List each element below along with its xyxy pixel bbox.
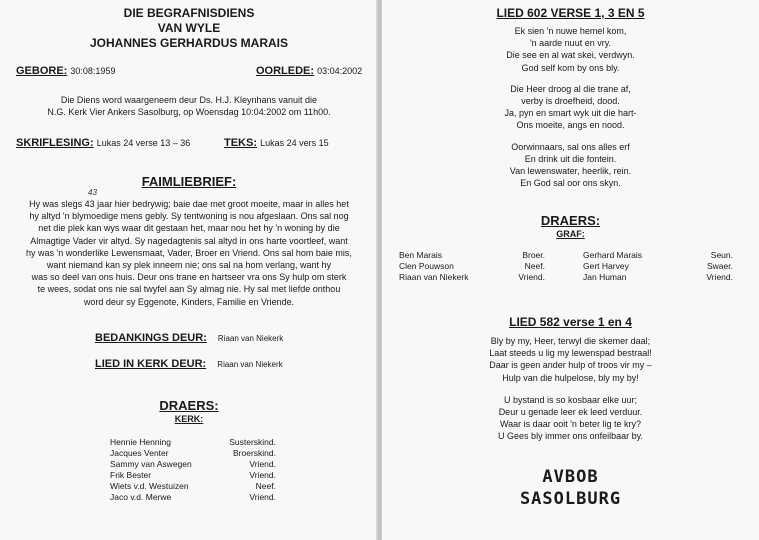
birth-date (16, 65, 115, 77)
birth-label: GEBORE: (16, 65, 68, 77)
family-letter-title: FAIMLIEBRIEF: (141, 174, 237, 189)
church-bearers-subtitle: KERK: (174, 414, 204, 424)
hymn-line: Ek sien 'n nuwe hemel kom, (514, 26, 627, 36)
bearer-row (399, 260, 733, 271)
letter-line: Hy was slegs 43 jaar hier bedrywig; baie dae met groot moeite, maar in alles het (29, 199, 349, 209)
death-label: OORLEDE: (256, 65, 315, 77)
bearer-relation: Swaer. (707, 260, 733, 271)
birth-value: 30:08:1959 (70, 66, 116, 76)
bearer-row (399, 271, 733, 282)
hymn-stanza (382, 335, 759, 384)
hymn-stanza (382, 394, 759, 443)
thanks-by (95, 332, 283, 344)
title-line-2: VAN WYLE (157, 21, 221, 35)
letter-line: hy was 'n wonderlike Lewensmaat, Vader, Broer en Vriend. Ons sal hom baie mis, (26, 247, 352, 258)
bearer-relation: Vriend. (706, 271, 733, 282)
letter-line: want niemand kan sy plek inneem nie; ons sal na hom verlang, want hy (46, 260, 332, 271)
letter-line: te wees, sodat ons nie sal twyfel aan Sy almag nie. Hy sal met liefde onthou (37, 284, 341, 295)
bearer-row (110, 480, 276, 491)
church-bearers-title: DRAERS: (159, 398, 219, 413)
text-label: TEKS: (224, 137, 257, 149)
hymn-line: 'n aarde nuut en vry. (529, 38, 612, 49)
bearer-relation: Vriend. (249, 491, 276, 502)
hymn-stanza (382, 141, 759, 190)
avbob-logo-text (382, 466, 759, 510)
scripture-label: SKRIFLESING: (16, 137, 94, 149)
hymn-582-title: LIED 582 verse 1 en 4 (509, 315, 632, 329)
logo-line-2: SASOLBURG (519, 489, 622, 509)
scripture-value: Lukas 24 verse 13 – 36 (96, 138, 191, 148)
service-info (0, 94, 378, 118)
hymn-stanza (382, 83, 759, 132)
hymn-line: Deur u genade leer ek leed verduur. (498, 407, 643, 418)
text-reference (224, 137, 329, 149)
left-page (0, 0, 378, 540)
logo-line-1: AVBOB (542, 467, 599, 487)
death-value: 03:04:2002 (317, 66, 363, 76)
hymn-line: Van lewenswater, heerlik, rein. (509, 166, 632, 177)
title-block (0, 6, 378, 51)
bearer-relation: Seun. (710, 249, 733, 260)
right-page (382, 0, 759, 540)
bearer-relation: Vriend. (249, 469, 276, 480)
title-line-3: JOHANNES GERHARDUS MARAIS (89, 36, 289, 50)
grave-bearers-table (399, 249, 733, 282)
scripture-reading (16, 137, 190, 149)
bearer-relation: Susterskind. (229, 436, 276, 447)
church-bearers-table (110, 436, 276, 502)
bearer-name: Jan Human (583, 271, 627, 282)
hymn-line: verby is droefheid, dood. (521, 96, 620, 107)
letter-line: net die plek kan wys waar dit gestaan het, maar nou het hy 'n woning by die (38, 223, 340, 234)
bearer-relation: Neef. (524, 260, 545, 271)
bearer-name: Sammy van Aswegen (110, 458, 192, 469)
family-letter-body (0, 198, 378, 308)
bearer-name: Gerhard Marais (583, 249, 643, 260)
grave-bearers-subtitle: GRAF: (556, 229, 585, 239)
letter-line: word deur sy Eggenote, Kinders, Familie en Vriende. (83, 296, 295, 307)
hymn-line: Ons moeite, angs en nood. (516, 120, 625, 131)
bearer-row (110, 458, 276, 469)
bearer-name: Wiets v.d. Westuizen (110, 480, 189, 491)
hymn-line: U Gees bly immer ons onfeilbaar by. (498, 431, 643, 442)
title-line-1: DIE BEGRAFNISDIENS (123, 6, 255, 20)
hymn-line: Bly by my, Heer, terwyl die skemer daal; (490, 336, 651, 346)
hymn-line: U bystand is so kosbaar elke uur; (503, 394, 638, 405)
thanks-value: Riaan van Niekerk (217, 334, 284, 343)
bearer-relation: Vriend. (249, 458, 276, 469)
hymn-582-verses (382, 335, 759, 443)
hymn-line: God self kom by ons bly. (521, 62, 620, 73)
hymn-line: Laat steeds u lig my lewenspad bestraal! (489, 348, 652, 359)
song-value: Riaan van Niekerk (217, 360, 283, 369)
bearer-name: Gert Harvey (583, 260, 629, 271)
death-date (256, 65, 362, 77)
hymn-line: Waar is daar ooit 'n beter lig te kry? (500, 419, 641, 430)
letter-line: was so deel van ons huis. Deur ons trane en hartseer vra ons Sy hulp om sterk (31, 272, 347, 283)
bearer-relation: Broerskind. (233, 447, 276, 458)
hymn-line: En drink uit die fontein. (524, 153, 617, 164)
song-label: LIED IN KERK DEUR: (95, 358, 207, 370)
hymn-line: Oorwinnaars, sal ons alles erf (511, 141, 630, 152)
hymn-line: Die Heer droog al die trane af, (510, 83, 631, 94)
bearer-relation: Vriend. (518, 271, 545, 282)
bearer-row (399, 249, 733, 260)
bearer-name: Jacques Venter (110, 447, 169, 458)
hymn-stanza (382, 25, 759, 74)
hymn-line: Die see en al wat skei, verdwyn. (506, 50, 635, 61)
handwritten-annotation: 43 (88, 188, 97, 197)
bearer-relation: Broer. (522, 249, 545, 260)
bearer-name: Jaco v.d. Merwe (110, 491, 172, 502)
hymn-line: Hulp van die hulpelose, bly my by! (502, 372, 639, 383)
bearer-name: Hennie Henning (110, 436, 171, 447)
letter-line: hy altyd 'n blymoedige mens gebly. Sy tentwoning is nou afgeslaan. Ons sal nog (29, 211, 349, 222)
hymn-line: Ja, pyn en smart wyk uit die hart- (504, 108, 637, 119)
bearer-name: Frik Bester (110, 469, 152, 480)
hymn-602-title: LIED 602 VERSE 1, 3 EN 5 (496, 6, 645, 20)
bearer-row (110, 436, 276, 447)
grave-bearers-title: DRAERS: (540, 213, 601, 228)
hymn-line: En God sal oor ons skyn. (520, 178, 621, 189)
bearer-name: Ben Marais (399, 249, 442, 260)
bearer-row (110, 469, 276, 480)
letter-line: Almagtige Vader vir altyd. Sy nagedagtenis sal altyd in ons harte voortleef, want (30, 235, 348, 246)
bearer-row (110, 491, 276, 502)
hymn-line: Daar is geen ander hulp of troos vir my – (489, 360, 652, 371)
bearer-relation: Neef. (255, 480, 276, 491)
thanks-label: BEDANKINGS DEUR: (95, 332, 207, 344)
bearer-name: Riaan van Niekerk (399, 271, 469, 282)
bearer-row (110, 447, 276, 458)
service-line: N.G. Kerk Vier Ankers Sasolburg, op Woensdag 10:04:2002 om 11h00. (47, 107, 331, 117)
hymn-602-verses (382, 25, 759, 189)
text-value: Lukas 24 vers 15 (260, 138, 329, 148)
bearer-name: Clen Pouwson (399, 260, 454, 271)
song-in-church-by (95, 358, 283, 370)
service-line: Die Diens word waargeneem deur Ds. H.J. Kleynhans vanuit die (60, 95, 318, 105)
